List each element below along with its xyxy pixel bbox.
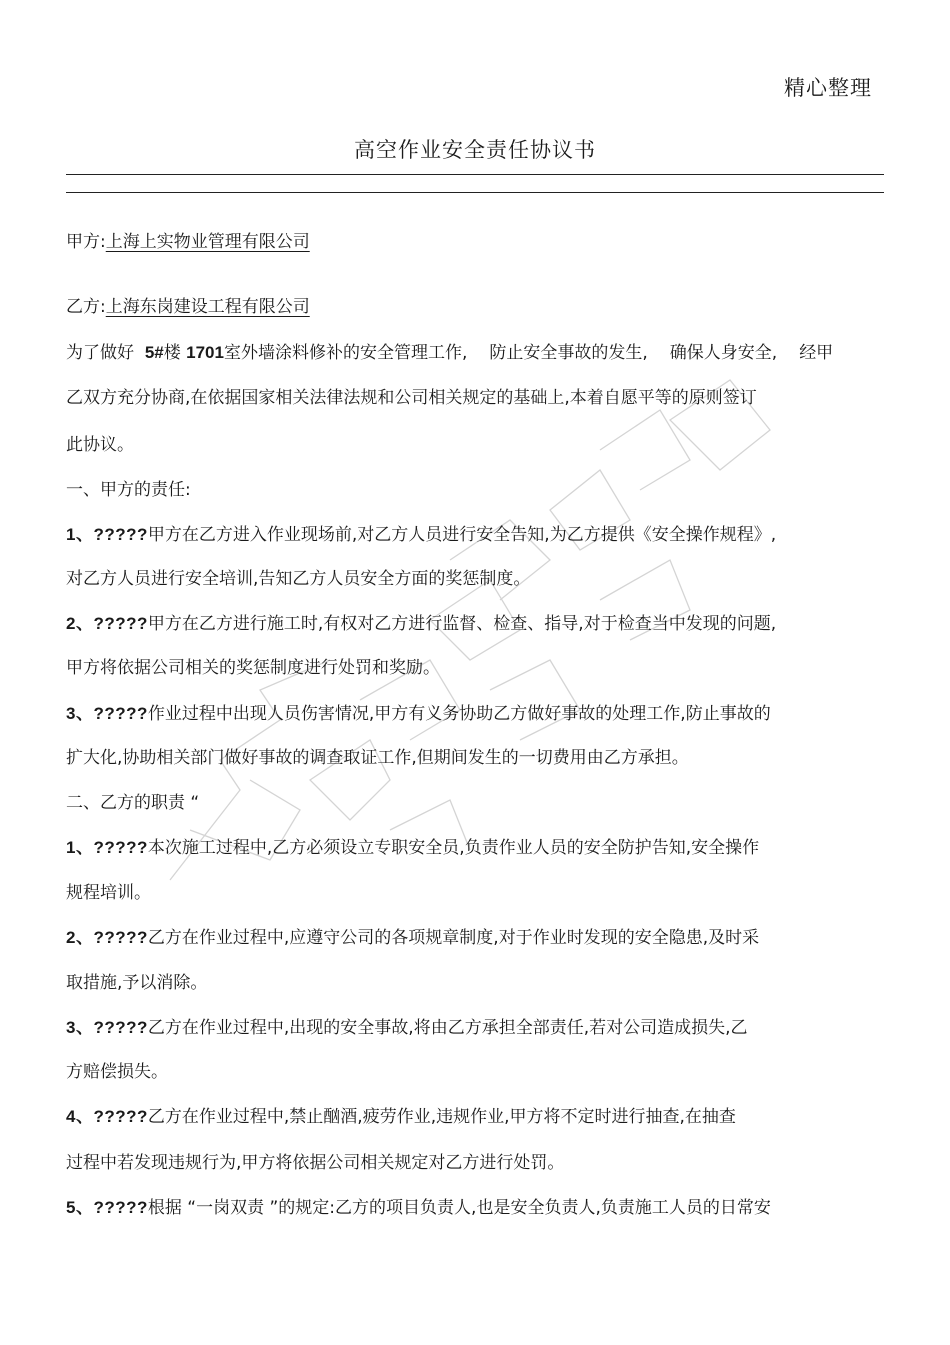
header-note: 精心整理 <box>784 76 872 100</box>
clause-a2-cont: 甲方将依据公司相关的奖惩制度进行处罚和奖励。 <box>66 658 440 678</box>
clause-a2 <box>66 609 776 634</box>
clause-a3 <box>66 699 771 724</box>
title-divider-bottom <box>66 192 884 193</box>
clause-b3-cont: 方赔偿损失。 <box>66 1062 168 1082</box>
intro-text: 楼 <box>163 343 181 363</box>
clause-text: 甲方在乙方进入作业现场前,对乙方人员进行安全告知,为乙方提供《安全操作规程》, <box>147 525 777 545</box>
party-a-line <box>66 227 330 252</box>
intro-line-1 <box>66 338 833 363</box>
party-a-label: 甲方: <box>66 232 106 252</box>
intro-building: 5# <box>144 343 164 362</box>
section-b-heading: 二、乙方的职责 “ <box>66 793 200 813</box>
clause-number: 2、????? <box>66 928 148 947</box>
clause-number: 1、????? <box>66 838 148 857</box>
clause-text: 作业过程中出现人员伤害情况,甲方有义务协助乙方做好事故的处理工作,防止事故的 <box>147 704 771 724</box>
title-divider-top <box>66 174 884 175</box>
intro-text: 防止安全事故的发生, <box>489 343 648 363</box>
clause-number: 2、????? <box>66 614 148 633</box>
intro-text: 经甲 <box>799 343 834 363</box>
clause-text: 乙方在作业过程中,应遵守公司的各项规章制度,对于作业时发现的安全隐患,及时采 <box>147 928 760 948</box>
clause-a1-cont: 对乙方人员进行安全培训,告知乙方人员安全方面的奖惩制度。 <box>66 569 531 589</box>
clause-b1 <box>66 833 759 858</box>
clause-b1-cont: 规程培训。 <box>66 883 151 903</box>
clause-text: 根据 “一岗双责 ”的规定:乙方的项目负责人,也是安全负责人,负责施工人员的日常安 <box>147 1198 771 1218</box>
clause-number: 4、????? <box>66 1107 148 1126</box>
intro-text: 确保人身安全, <box>669 343 778 363</box>
party-b-line <box>66 292 330 317</box>
clause-b2 <box>66 923 759 948</box>
intro-line-2: 乙双方充分协商,在依据国家相关法律法规和公司相关规定的基础上,本着自愿平等的原则签订 <box>66 388 757 408</box>
clause-a3-cont: 扩大化,协助相关部门做好事故的调查取证工作,但期间发生的一切费用由乙方承担。 <box>66 748 689 768</box>
party-a-name: 上海上实物业管理有限公司 <box>105 232 310 252</box>
section-a-heading: 一、甲方的责任: <box>66 480 191 500</box>
clause-text: 乙方在作业过程中,禁止酗酒,疲劳作业,违规作业,甲方将不定时进行抽查,在抽查 <box>147 1107 736 1127</box>
clause-b5 <box>66 1193 771 1218</box>
intro-text: 室外墙涂料修补的安全管理工作, <box>223 343 468 363</box>
clause-b4 <box>66 1102 736 1127</box>
clause-text: 甲方在乙方进行施工时,有权对乙方进行监督、检查、指导,对于检查当中发现的问题, <box>147 614 777 634</box>
intro-line-3: 此协议。 <box>66 435 134 455</box>
clause-number: 3、????? <box>66 704 148 723</box>
clause-number: 5、????? <box>66 1198 148 1217</box>
clause-number: 1、????? <box>66 525 148 544</box>
clause-text: 乙方在作业过程中,出现的安全事故,将由乙方承担全部责任,若对公司造成损失,乙 <box>147 1018 748 1038</box>
clause-number: 3、????? <box>66 1018 148 1037</box>
intro-room: 1701 <box>186 343 224 362</box>
page-title: 高空作业安全责任协议书 <box>354 138 596 162</box>
party-b-label: 乙方: <box>66 297 106 317</box>
clause-b2-cont: 取措施,予以消除。 <box>66 973 208 993</box>
clause-b3 <box>66 1013 748 1038</box>
clause-text: 本次施工过程中,乙方必须设立专职安全员,负责作业人员的安全防护告知,安全操作 <box>147 838 760 858</box>
party-b-name: 上海东岗建设工程有限公司 <box>105 297 310 317</box>
clause-a1 <box>66 520 776 545</box>
intro-text: 为了做好 <box>66 343 134 363</box>
clause-b4-cont: 过程中若发现违规行为,甲方将依据公司相关规定对乙方进行处罚。 <box>66 1153 565 1173</box>
